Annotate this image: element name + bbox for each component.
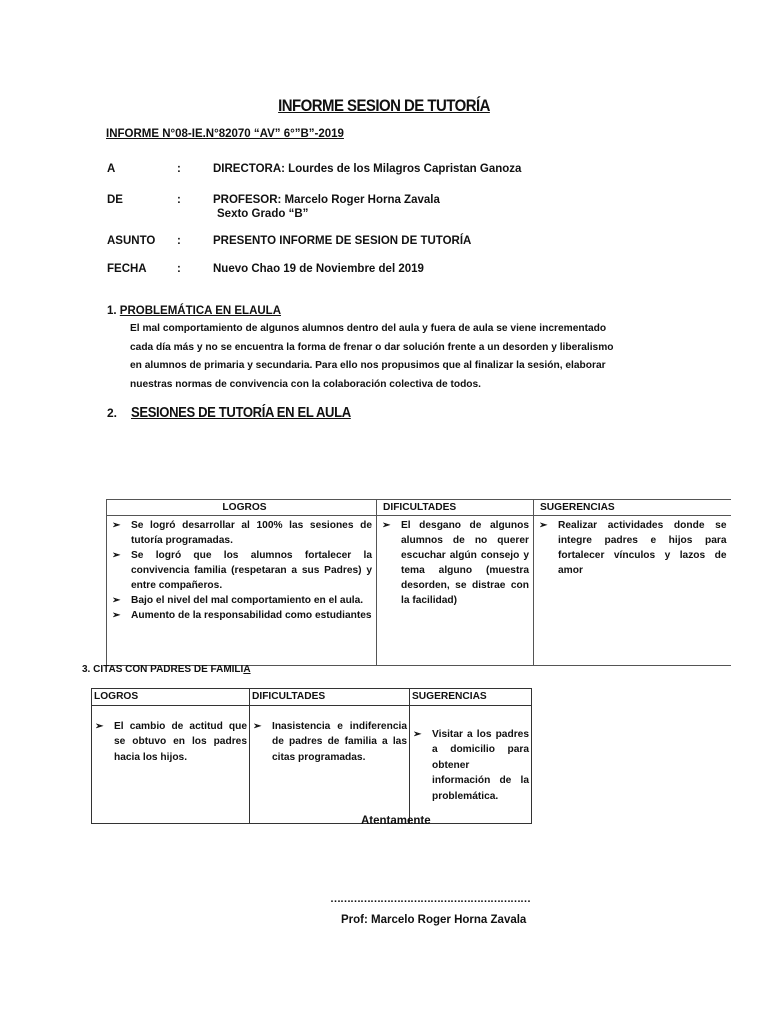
list-item [412,727,529,805]
header-value-directora: DIRECTORA: Lourdes de los Milagros Capristan Ganoza [213,163,522,175]
sugerencias-cell [534,516,731,666]
list-item-text: El desgano de algunos alumnos de no querer escuchar algún consejo y tema alguno (muestra desorden, se distrae con la facilidad) [401,520,529,606]
arrow-bullet-icon: ➢ [253,720,262,732]
section1-number: 1. [107,305,117,317]
col-header-dificultades: DIFICULTADES [377,500,534,516]
list-item-text: Realizar actividades donde se integre padres e hijos para fortalecer vínculos y lazos de amor [558,520,727,576]
informe-code: INFORME N°08-IE.N°82070 “AV” 6°”B”-2019 [106,128,344,140]
arrow-bullet-icon: ➢ [413,728,422,740]
arrow-bullet-icon: ➢ [112,520,121,531]
section2-title: SESIONES DE TUTORÍA EN EL AULA [131,405,351,421]
list-item-text: El cambio de actitud que se obtuvo en los padres hacia los hijos. [114,720,247,763]
col-header-dificultades: DIFICULTADES [250,689,410,706]
section1-heading [107,305,281,317]
section3-title-tail: A [243,664,251,675]
arrow-bullet-icon: ➢ [112,550,121,561]
section1-paragraph [130,320,670,394]
list-item [111,548,372,593]
section1-title: PROBLEMÁTICA EN ELAULA [119,305,282,317]
signature-line: …………………………………………………… [330,893,530,905]
list-item-text: Inasistencia e indiferencia de padres de familia a las citas programadas. [272,720,407,763]
header-label-de: DE [107,194,123,206]
list-item-text: Se logró que los alumnos fortalecer la convivencia familia (respetaran a sus Padres) y entre compañeros. [131,550,372,591]
list-item-text: Visitar a los padres a domicilio para obtener información de la problemática. [432,728,529,802]
list-item-text: Bajo el nivel del mal comportamiento en el aula. [131,595,364,606]
table-row [92,705,532,823]
paragraph-line: nuestras normas de convivencia con la colaboración colectiva de todos. [130,378,482,390]
header-value-profesor: PROFESOR: Marcelo Roger Horna Zavala [213,194,440,206]
col-header-logros: LOGROS [92,689,250,706]
list-item [381,518,529,608]
sugerencias-cell [410,705,532,823]
paragraph-line: cada día más y no se encuentra la forma de frenar o dar solución frente a un desorden y liberalismo [130,341,614,353]
header-colon-fecha: : [177,263,181,275]
paragraph-line: en alumnos de primaria y secundaria. Para ello nos propusimos que al finalizar la sesión, elaborar [130,360,606,372]
table-row [107,516,731,666]
header-label-a: A [107,163,116,175]
arrow-bullet-icon: ➢ [112,610,121,621]
dificultades-cell [377,516,534,666]
sesiones-table [106,499,731,666]
paragraph-line: El mal comportamiento de algunos alumnos dentro del aula y fuera de aula se viene incrementado [130,323,607,334]
list-item [111,608,372,623]
list-item [252,719,407,766]
citas-table [91,688,532,824]
header-value-fecha: Nuevo Chao 19 de Noviembre del 2019 [213,263,424,275]
arrow-bullet-icon: ➢ [95,720,104,732]
col-header-sugerencias: SUGERENCIAS [534,500,731,516]
header-colon-de: : [177,194,181,206]
closing-text: Atentamente [361,815,431,827]
dificultades-cell [250,705,410,823]
signature-name: Prof: Marcelo Roger Horna Zavala [341,914,527,926]
arrow-bullet-icon: ➢ [539,520,548,531]
header-value-grado: Sexto Grado “B” [217,208,309,220]
section3-title-text: 3. CITAS CON PADRES DE FAMILI [82,664,244,675]
col-header-sugerencias: SUGERENCIAS [410,689,532,706]
logros-cell [107,516,377,666]
arrow-bullet-icon: ➢ [112,595,121,606]
table-header-row [92,689,532,706]
list-item [111,593,372,608]
header-colon-asunto: : [177,235,181,247]
table-header-row [107,500,731,516]
header-label-fecha: FECHA [107,263,147,275]
header-label-asunto: ASUNTO [107,235,156,247]
arrow-bullet-icon: ➢ [382,520,391,531]
list-item [111,518,372,548]
logros-cell [92,705,250,823]
section2-number: 2. [107,406,118,420]
header-colon-a: : [177,163,181,175]
col-header-logros: LOGROS [107,500,377,516]
list-item-text: Se logró desarrollar al 100% las sesiones de tutoría programadas. [131,520,372,546]
list-item-text: Aumento de la responsabilidad como estudiantes [131,610,372,621]
list-item [538,518,727,578]
header-value-asunto: PRESENTO INFORME DE SESION DE TUTORÍA [213,235,472,247]
section3-title [82,664,251,675]
document-title: INFORME SESION DE TUTORÍA [278,96,490,115]
list-item [94,719,247,766]
